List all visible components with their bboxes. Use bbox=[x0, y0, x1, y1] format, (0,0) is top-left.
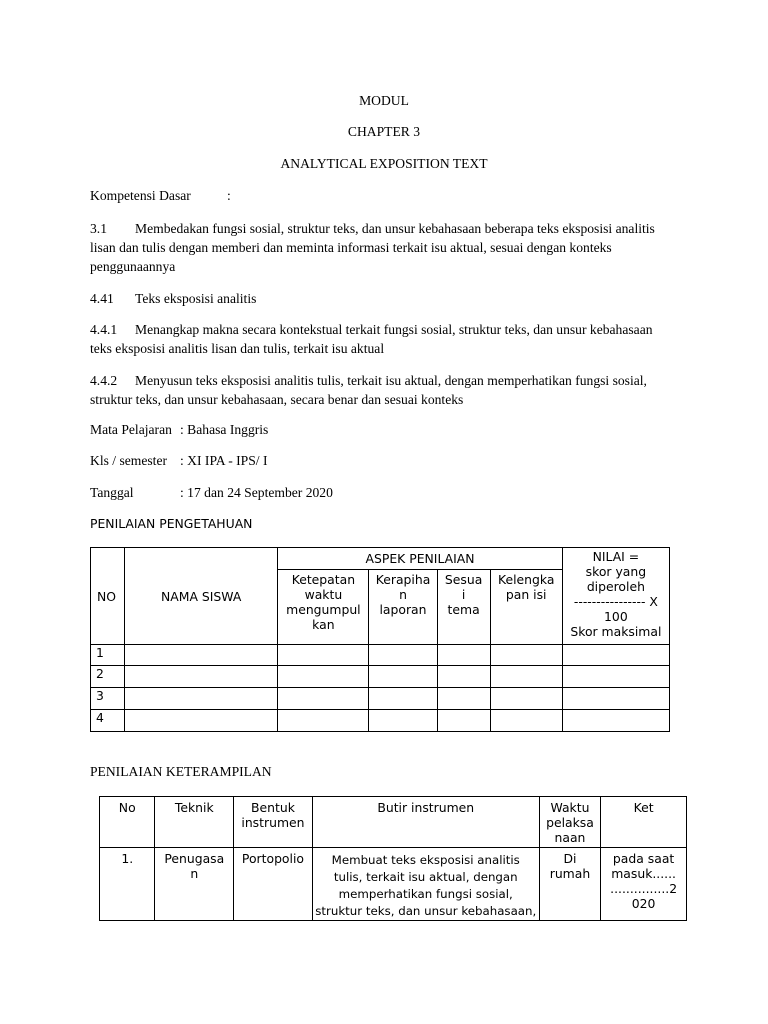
col-nilai-header bbox=[562, 548, 669, 645]
sub-line: Kelengka bbox=[497, 572, 555, 587]
kd-text-line: Menangkap makna secara kontekstual terkait fungsi sosial, struktur teks, dan unsur kebahasaan bbox=[135, 322, 653, 337]
kd-text-line: struktur teks, dan unsur kebahasaan, secara benar dan sesuai konteks bbox=[90, 392, 464, 407]
sub-line: laporan bbox=[379, 602, 427, 617]
sub-line: waktu bbox=[304, 587, 343, 602]
kompetensi-label: Kompetensi Dasar bbox=[90, 188, 191, 203]
kd-item-4-4-2 bbox=[90, 371, 690, 411]
nilai-line: skor yang bbox=[585, 564, 647, 579]
sub-line: i bbox=[461, 587, 466, 602]
col-aspek-header: ASPEK PENILAIAN bbox=[278, 548, 562, 570]
cell-nama bbox=[125, 645, 278, 666]
row-butir bbox=[312, 848, 539, 921]
cell-line: Penugasa bbox=[164, 851, 225, 866]
table-row bbox=[91, 645, 670, 666]
header-ket: Ket bbox=[601, 797, 687, 848]
cell-line: ...............2 bbox=[610, 881, 678, 896]
cell-line: rumah bbox=[549, 866, 591, 881]
cell-score bbox=[490, 710, 562, 732]
cell-score bbox=[437, 666, 490, 688]
cell-score bbox=[437, 645, 490, 666]
cell-score bbox=[278, 710, 369, 732]
kd-text-line: Membedakan fungsi sosial, struktur teks, dan unsur kebahasaan beberapa teks eksposisi analitis bbox=[135, 221, 655, 236]
cell-score bbox=[437, 710, 490, 732]
row-number: 4 bbox=[91, 710, 125, 732]
row-ket bbox=[601, 848, 687, 921]
row-teknik bbox=[155, 848, 234, 921]
header-line: naan bbox=[554, 830, 586, 845]
sub-line: tema bbox=[447, 602, 480, 617]
cell-score bbox=[490, 688, 562, 710]
kd-text-line: penggunaannya bbox=[90, 259, 176, 274]
header-line: pelaksa bbox=[546, 815, 594, 830]
cell-nilai bbox=[562, 710, 669, 732]
cell-nilai bbox=[562, 666, 669, 688]
nilai-line: Skor maksimal bbox=[570, 624, 662, 639]
cell-score bbox=[278, 645, 369, 666]
kd-number: 4.4.1 bbox=[90, 322, 118, 337]
header-bentuk bbox=[234, 797, 313, 848]
sub-line: n bbox=[399, 587, 407, 602]
kompetensi-colon: : bbox=[227, 188, 231, 203]
kls-value: : XI IPA - IPS/ I bbox=[180, 453, 268, 468]
cell-score bbox=[369, 645, 437, 666]
row-number: 2 bbox=[91, 666, 125, 688]
sub-line: kan bbox=[312, 617, 335, 632]
kd-text-line: Menyusun teks eksposisi analitis tulis, terkait isu aktual, dengan memperhatikan fungsi sosial, bbox=[135, 373, 647, 388]
sub-line: pan isi bbox=[505, 587, 547, 602]
header-teknik: Teknik bbox=[155, 797, 234, 848]
cell-score bbox=[490, 666, 562, 688]
cell-score bbox=[278, 688, 369, 710]
kd-item-4-41 bbox=[90, 289, 690, 309]
mapel-value: : Bahasa Inggris bbox=[180, 422, 269, 437]
sub-line: mengumpul bbox=[286, 602, 361, 617]
cell-line: 020 bbox=[631, 896, 656, 911]
kd-text-line: teks eksposisi analitis lisan dan tulis, terkait isu aktual bbox=[90, 341, 385, 356]
cell-nama bbox=[125, 710, 278, 732]
cell-line: struktur teks, dan unsur kebahasaan, bbox=[315, 904, 537, 918]
cell-score bbox=[369, 710, 437, 732]
cell-line: Di bbox=[563, 851, 577, 866]
header-line: Waktu bbox=[550, 800, 590, 815]
cell-line: pada saat bbox=[612, 851, 675, 866]
col-no-header: NO bbox=[91, 548, 125, 645]
pengetahuan-table bbox=[90, 547, 670, 732]
cell-line: memperhatikan fungsi sosial, bbox=[338, 887, 513, 901]
header-line: Bentuk bbox=[251, 800, 295, 815]
header-butir: Butir instrumen bbox=[312, 797, 539, 848]
nilai-line: ---------------- X bbox=[573, 594, 658, 609]
cell-score bbox=[278, 666, 369, 688]
document-title: ANALYTICAL EXPOSITION TEXT bbox=[280, 156, 488, 171]
section-heading-keterampilan: PENILAIAN KETERAMPILAN bbox=[90, 764, 272, 779]
cell-score bbox=[490, 645, 562, 666]
sub-line: Kerapiha bbox=[375, 572, 431, 587]
cell-nilai bbox=[562, 688, 669, 710]
cell-nama bbox=[125, 666, 278, 688]
kd-number: 4.4.2 bbox=[90, 373, 118, 388]
chapter-label: CHAPTER 3 bbox=[347, 124, 421, 139]
kd-text-line: lisan dan tulis dengan memberi dan meminta informasi terkait isu aktual, sesuai dengan konteks bbox=[90, 240, 612, 255]
cell-line: Membuat teks eksposisi analitis bbox=[331, 853, 520, 867]
sub-ketepatan-header bbox=[278, 570, 369, 645]
tanggal-label: Tanggal bbox=[90, 485, 134, 500]
tanggal-value: : 17 dan 24 September 2020 bbox=[180, 485, 333, 500]
kls-label: Kls / semester bbox=[90, 453, 168, 468]
kd-number: 4.41 bbox=[90, 291, 114, 306]
cell-score bbox=[369, 666, 437, 688]
row-bentuk: Portopolio bbox=[234, 848, 313, 921]
sub-tema-header bbox=[437, 570, 490, 645]
cell-line: tulis, terkait isu aktual, dengan bbox=[333, 870, 518, 884]
kd-number: 3.1 bbox=[90, 221, 107, 236]
table-row bbox=[91, 688, 670, 710]
keterampilan-table bbox=[99, 796, 687, 921]
cell-score bbox=[369, 688, 437, 710]
header-line: instrumen bbox=[241, 815, 305, 830]
sub-line: Ketepatan bbox=[291, 572, 356, 587]
cell-line: n bbox=[190, 866, 199, 881]
mapel-label: Mata Pelajaran bbox=[90, 422, 172, 437]
table-row bbox=[100, 848, 687, 921]
nilai-line: NILAI = bbox=[592, 549, 640, 564]
sub-kerapihan-header bbox=[369, 570, 437, 645]
row-no: 1. bbox=[100, 848, 155, 921]
cell-nama bbox=[125, 688, 278, 710]
module-label: MODUL bbox=[359, 93, 409, 108]
kd-text-line: Teks eksposisi analitis bbox=[135, 291, 257, 306]
table-row bbox=[91, 710, 670, 732]
cell-line: masuk...... bbox=[611, 866, 676, 881]
kd-item-3-1 bbox=[90, 219, 690, 279]
row-number: 1 bbox=[91, 645, 125, 666]
nilai-line: diperoleh bbox=[586, 579, 645, 594]
header-waktu bbox=[539, 797, 601, 848]
sub-line: Sesua bbox=[444, 572, 483, 587]
nilai-line: 100 bbox=[604, 609, 628, 624]
kd-item-4-4-1 bbox=[90, 320, 690, 360]
table-row bbox=[91, 666, 670, 688]
header-no: No bbox=[100, 797, 155, 848]
row-waktu bbox=[539, 848, 601, 921]
cell-nilai bbox=[562, 645, 669, 666]
col-nama-header: NAMA SISWA bbox=[125, 548, 278, 645]
section-heading-pengetahuan: PENILAIAN PENGETAHUAN bbox=[90, 516, 253, 531]
sub-kelengkapan-header bbox=[490, 570, 562, 645]
row-number: 3 bbox=[91, 688, 125, 710]
cell-score bbox=[437, 688, 490, 710]
